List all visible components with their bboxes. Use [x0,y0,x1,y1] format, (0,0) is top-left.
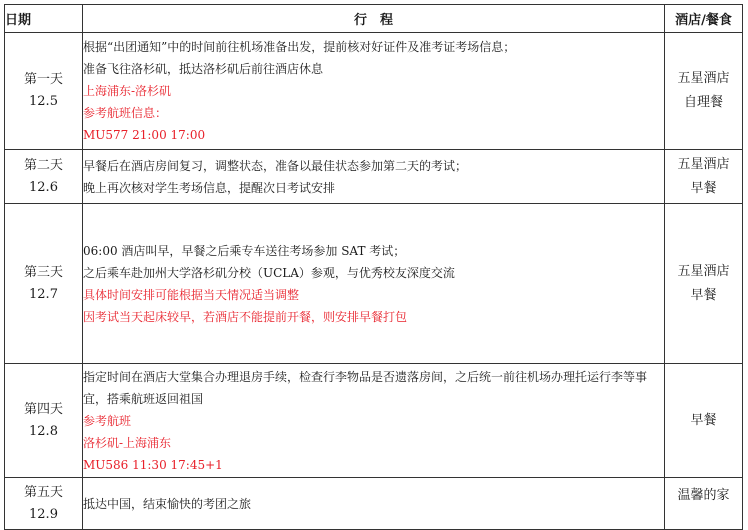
header-date: 日期 [5,5,83,33]
hotel-name: 五星酒店 [677,156,730,172]
flight-number: MU586 11:30 17:45+1 [83,457,223,472]
flight-info-label: 参考航班信息： [83,106,168,120]
day-row-5 [5,478,743,530]
day-label: 第四天 [23,401,63,417]
day-row-2 [5,150,743,204]
schedule-line: 06:00 酒店叫早，早餐之后乘专车送往考场参加 SAT 考试； [83,243,406,258]
flight-number: MU577 21:00 17:00 [83,128,206,142]
meal: 早餐 [690,287,717,303]
day-row-1 [5,33,743,150]
day-cell [5,150,83,204]
day-label: 第一天 [23,72,63,87]
schedule-line: 之后乘车赴加州大学洛杉矶分校（UCLA）参观，与优秀校友深度交流 [83,265,455,280]
schedule-cell [83,150,665,204]
schedule-cell [83,478,665,530]
hotel-name: 五星酒店 [677,71,730,86]
schedule-line: 指定时间在酒店大堂集合办理退房手续，检查行李物品是否遗落房间，之后统一前往机场办理托运行李等事宜，搭乘航班返回祖国 [83,369,648,406]
day-date: 12.8 [29,423,58,439]
header-row [5,5,743,33]
schedule-cell [83,33,665,150]
day-date: 12.5 [29,94,58,109]
day-cell [5,204,83,364]
schedule-note: 因考试当天起床较早，若酒店不能提前开餐，则安排早餐打包 [83,309,408,324]
day-label: 第二天 [23,157,63,173]
schedule-line: 抵达中国，结束愉快的考团之旅 [83,496,252,511]
day-cell [5,364,83,478]
flight-route: 上海浦东-洛杉矶 [83,84,172,98]
hotel-cell [665,364,743,478]
flight-route: 洛杉矶-上海浦东 [83,435,172,450]
flight-info-label: 参考航班 [83,413,132,428]
hotel-name: 温馨的家 [677,488,730,503]
day-date: 12.6 [29,179,58,195]
meal: 自理餐 [683,95,723,110]
day-row-4 [5,364,743,478]
meal: 早餐 [690,180,717,196]
schedule-line: 准备飞往洛杉矶，抵达洛杉矶后前往酒店休息 [83,62,324,76]
meal: 早餐 [690,412,717,428]
day-cell [5,33,83,150]
schedule-line: 晚上再次核对学生考场信息，提醒次日考试安排 [83,180,336,195]
header-hotel: 酒店/餐食 [665,5,743,33]
day-label: 第三天 [23,264,63,280]
hotel-cell [665,478,743,530]
day-cell [5,478,83,530]
hotel-cell [665,204,743,364]
schedule-note: 具体时间安排可能根据当天情况适当调整 [83,287,300,302]
day-row-3 [5,204,743,364]
itinerary-table [4,4,743,530]
schedule-cell [83,364,665,478]
hotel-name: 五星酒店 [677,263,730,279]
schedule-line: 根据“出团通知”中的时间前往机场准备出发，提前核对好证件及准考证考场信息； [83,40,516,54]
day-date: 12.7 [29,286,58,302]
header-itinerary: 行 程 [83,5,665,33]
day-label: 第五天 [23,484,63,500]
hotel-cell [665,33,743,150]
hotel-cell [665,150,743,204]
day-date: 12.9 [29,506,58,522]
schedule-line: 早餐后在酒店房间复习，调整状态，准备以最佳状态参加第二天的考试； [83,158,468,173]
schedule-cell [83,204,665,364]
